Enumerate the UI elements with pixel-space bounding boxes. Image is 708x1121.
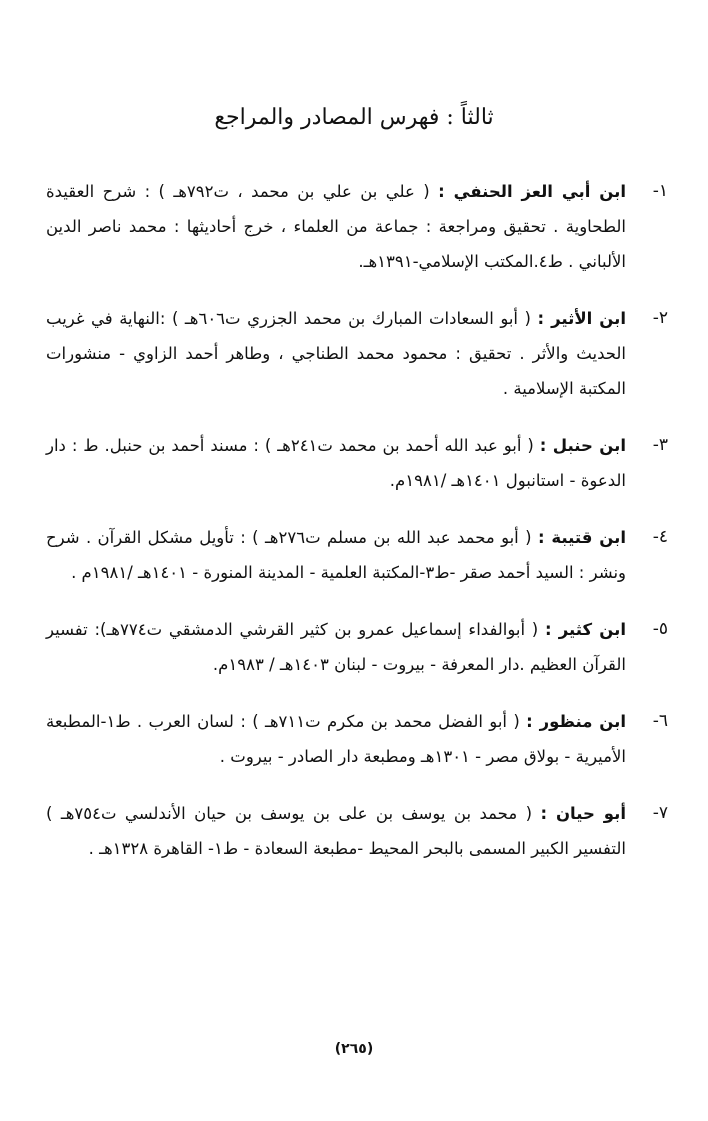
entry-author: ابن حنبل :: [539, 436, 626, 455]
bibliography-entry: [46, 520, 668, 590]
entry-body: [46, 428, 626, 498]
bibliography-entry: [46, 174, 668, 279]
entry-text: ( أبو الفضل محمد بن مكرم ت٧١١هـ ) : لسان العرب . ط١-المطبعة الأميرية - بولاق مصر - ١٣٠١هـ ومطبعة دار الصادر - بيروت .: [46, 712, 626, 766]
entry-text: ( أبو محمد عبد الله بن مسلم ت٢٧٦هـ ) : تأويل مشكل القرآن . شرح ونشر : السيد أحمد صقر -ط٣-المكتبة العلمية - المدينة المنورة - ١٤٠١هـ /١٩٨١م .: [46, 528, 626, 582]
entry-number: ٥-: [652, 619, 668, 639]
bibliography-entry: [46, 704, 668, 774]
entry-body: [46, 796, 626, 866]
entry-author: ابن قتيبة :: [537, 528, 626, 547]
page-number: (٢٦٥): [334, 1041, 374, 1057]
entry-author: ابن أبي العز الحنفي :: [438, 182, 626, 201]
entry-author: ابن الأثير :: [537, 309, 626, 328]
bibliography-entry: [46, 612, 668, 682]
entry-number: ٦-: [652, 711, 668, 731]
entry-text: ( أبوالفداء إسماعيل عمرو بن كثير القرشي الدمشقي ت٧٧٤هـ): تفسير القرآن العظيم .دار المعرفة - بيروت - لبنان ١٤٠٣هـ / ١٩٨٣م.: [46, 620, 626, 674]
entry-text: ( أبو عبد الله أحمد بن محمد ت٢٤١هـ ) : مسند أحمد بن حنبل. ط : دار الدعوة - استانبول ١٤٠١هـ /١٩٨١م.: [46, 436, 626, 490]
entry-text: ( علي بن علي بن محمد ، ت٧٩٢هـ ) : شرح العقيدة الطحاوية . تحقيق ومراجعة : جماعة من العلماء ، خرج أحاديثها : محمد ناصر الدين الألباني . ط٤.المكتب الإسلامي-١٣٩١هـ.: [46, 182, 626, 271]
entry-body: [46, 704, 626, 774]
bibliography-entry: [46, 796, 668, 866]
section-title: ثالثاً : فهرس المصادر والمراجع: [214, 105, 494, 130]
entry-author: ابن منظور :: [526, 712, 627, 731]
entry-text: ( أبو السعادات المبارك بن محمد الجزري ت٦٠٦هـ ) :النهاية في غريب الحديث والأثر . تحقيق : محمود محمد الطناجي ، وطاهر أحمد الزاوي - منشورات المكتبة الإسلامية .: [46, 309, 626, 398]
entry-body: [46, 301, 626, 406]
entry-number: ٣-: [652, 435, 668, 455]
entry-author: أبو حيان :: [540, 804, 626, 823]
bibliography-list: [46, 174, 668, 888]
entry-number: ١-: [652, 181, 668, 201]
entry-author: ابن كثير :: [544, 620, 626, 639]
bibliography-entry: [46, 301, 668, 406]
entry-body: [46, 612, 626, 682]
entry-text: ( محمد بن يوسف بن على بن يوسف بن حيان الأندلسي ت٧٥٤هـ ) التفسير الكبير المسمى بالبحر المحيط -مطبعة السعادة - ط١- القاهرة ١٣٢٨هـ .: [46, 804, 626, 858]
entry-number: ٢-: [652, 308, 668, 328]
entry-body: [46, 174, 626, 279]
entry-number: ٧-: [652, 803, 668, 823]
entry-body: [46, 520, 626, 590]
bibliography-entry: [46, 428, 668, 498]
entry-number: ٤-: [652, 527, 668, 547]
